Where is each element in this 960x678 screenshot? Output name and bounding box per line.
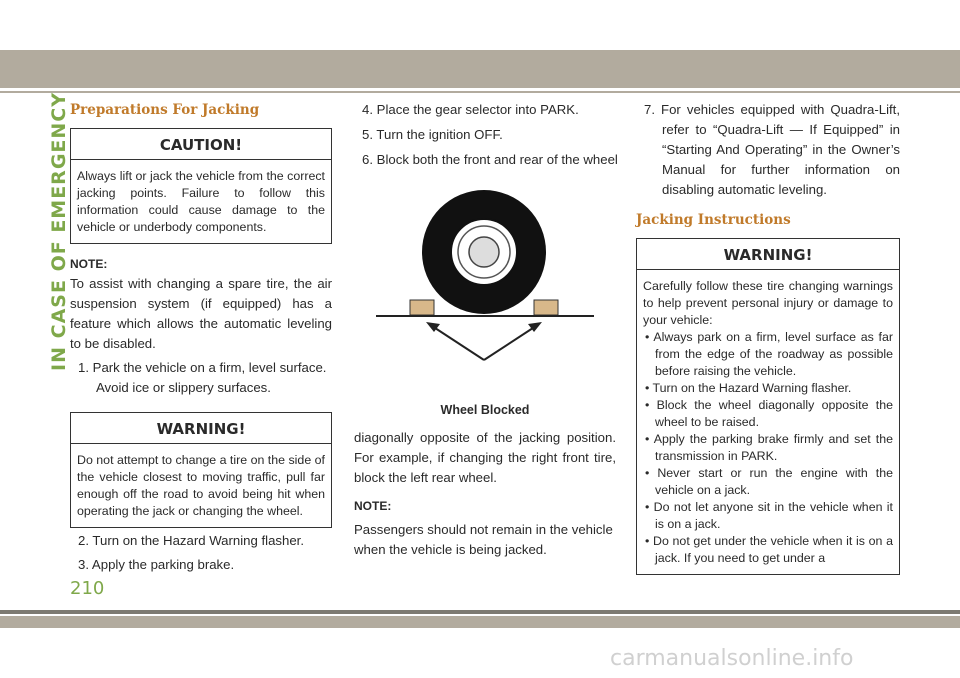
warning-title: WARNING! xyxy=(71,413,331,444)
warning-intro: Carefully follow these tire changing warnings to help prevent personal injury or damage to your vehicle: xyxy=(643,279,893,327)
warning-text: Do not attempt to change a tire on the side of the vehicle closest to moving traffic, pull far enough off the road to avoid being hit when operating the jack or changing the wheel. xyxy=(77,453,325,518)
watermark: carmanualsonline.info xyxy=(610,646,854,671)
arrow-right-icon xyxy=(484,326,536,360)
warning-bullet: • Block the wheel diagonally opposite the wheel to be raised. xyxy=(645,398,893,429)
footer-band xyxy=(0,616,960,628)
step-2: 2. Turn on the Hazard Warning flasher. xyxy=(78,533,305,548)
figure-caption: Wheel Blocked xyxy=(440,403,530,417)
warning-bullet: • Turn on the Hazard Warning flasher. xyxy=(645,381,852,395)
warning-bullet: • Do not get under the vehicle when it is on a jack. If you need to get under a xyxy=(645,534,893,565)
column-1 xyxy=(70,100,332,575)
hub-icon xyxy=(469,237,499,267)
section-heading: Preparations For Jacking xyxy=(70,102,260,118)
warning-bullet: • Apply the parking brake firmly and set the transmission in PARK. xyxy=(645,432,893,463)
arrow-left-icon xyxy=(432,326,484,360)
jacking-warning-box xyxy=(636,238,900,575)
column-3 xyxy=(636,100,900,575)
caution-text: Always lift or jack the vehicle from the correct jacking points. Failure to follow this information could cause damage to the vehicle or underbody components. xyxy=(77,169,325,234)
header-rule xyxy=(0,91,960,93)
step-5: 5. Turn the ignition OFF. xyxy=(362,127,503,142)
jacking-warning-title: WARNING! xyxy=(637,239,899,270)
step-7: 7. For vehicles equipped with Quadra-Lift, refer to “Quadra-Lift — If Equipped” in “Starting And Operating” in the Owner’s Manual for further information on disabling automatic leveling. xyxy=(644,102,900,197)
wheel-block-right-icon xyxy=(534,300,558,315)
caution-box xyxy=(70,128,332,244)
note-label-2: NOTE: xyxy=(354,499,392,513)
warning-bullet: • Never start or run the engine with the vehicle on a jack. xyxy=(645,466,893,497)
page-number: 210 xyxy=(70,578,105,599)
note-text: To assist with changing a spare tire, the air suspension system (if equipped) has a feature which allows the automatic leveling to be disabled. xyxy=(70,276,332,351)
wheel-blocked-illustration xyxy=(354,170,616,410)
section-side-title: IN CASE OF EMERGENCY xyxy=(48,92,70,371)
note-label: NOTE: xyxy=(70,257,108,271)
jacking-heading: Jacking Instructions xyxy=(636,212,791,228)
footer-rule xyxy=(0,610,960,614)
wheel-blocked-figure xyxy=(354,170,616,398)
step-6-continued: diagonally opposite of the jacking position. For example, if changing the right front tire, block the left rear wheel. xyxy=(354,430,616,485)
note-text-2: Passengers should not remain in the vehicle when the vehicle is being jacked. xyxy=(354,522,613,557)
wheel-block-left-icon xyxy=(410,300,434,315)
step-3: 3. Apply the parking brake. xyxy=(78,557,235,572)
warning-bullet: • Do not let anyone sit in the vehicle when it is on a jack. xyxy=(645,500,893,531)
step-6: 6. Block both the front and rear of the wheel xyxy=(362,152,618,167)
warning-box xyxy=(70,412,332,528)
step-4: 4. Place the gear selector into PARK. xyxy=(362,102,579,117)
header-band xyxy=(0,50,960,88)
step-1: 1. Park the vehicle on a firm, level surface. Avoid ice or slippery surfaces. xyxy=(78,360,327,395)
jacking-warning-body xyxy=(637,270,899,574)
warning-bullet: • Always park on a firm, level surface as far from the edge of the roadway as possible before raising the vehicle. xyxy=(645,330,893,378)
caution-title: CAUTION! xyxy=(71,129,331,160)
column-2 xyxy=(354,100,616,560)
